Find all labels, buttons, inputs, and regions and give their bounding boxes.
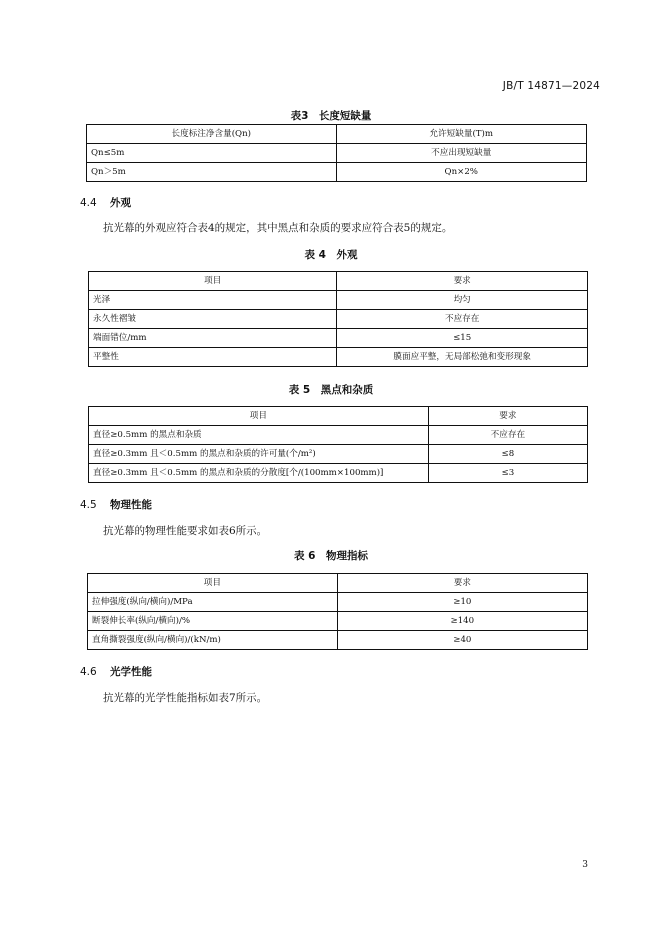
section-number: 4.5 [80,499,97,511]
table5 [88,406,588,483]
table6-caption: 表 6 物理指标 [294,550,368,562]
table-header-row [89,272,588,291]
section-title: 物理性能 [110,499,152,511]
table-cell: 不应存在 [337,310,588,329]
table-row [89,426,588,445]
table-cell: 直角撕裂强度(纵向/横向)/(kN/m) [88,631,338,650]
table-row [89,348,588,367]
table-cell: 直径≥0.3mm 且＜0.5mm 的黑点和杂质的分散度[个/(100mm×100mm)] [89,464,429,483]
table-header-cell: 要求 [337,574,587,593]
table-cell: Qn＞5m [87,163,337,182]
table-header-cell: 要求 [428,407,587,426]
table-row [89,464,588,483]
table3-caption: 表3 长度短缺量 [290,110,372,122]
paragraph-4-6: 抗光幕的光学性能指标如表7所示。 [103,692,268,704]
section-heading-4-4 [80,195,131,210]
table-cell: ≥140 [337,612,587,631]
table-cell: ≥40 [337,631,587,650]
table6 [87,573,588,650]
table4 [88,271,588,367]
table-cell: 不应出现短缺量 [336,144,586,163]
section-number: 4.4 [80,197,97,209]
table-row [87,144,587,163]
table-row [87,163,587,182]
table-header-cell: 长度标注净含量(Qn) [87,125,337,144]
table-cell: ≤15 [337,329,588,348]
table-header-cell: 项目 [88,574,338,593]
section-title: 外观 [110,197,131,209]
table-row [89,329,588,348]
table-cell: 端面错位/mm [89,329,337,348]
table-cell: 平整性 [89,348,337,367]
section-title: 光学性能 [110,666,152,678]
table-row [88,593,588,612]
table-cell: 断裂伸长率(纵向/横向)/% [88,612,338,631]
table-cell: 永久性褶皱 [89,310,337,329]
table-cell: ≤3 [428,464,587,483]
section-number: 4.6 [80,666,97,678]
table-row [89,291,588,310]
table-cell: ≥10 [337,593,587,612]
table-cell: Qn≤5m [87,144,337,163]
table4-caption: 表 4 外观 [304,249,358,261]
table-cell: Qn×2% [336,163,586,182]
table-cell: 均匀 [337,291,588,310]
table-header-cell: 允许短缺量(T)m [336,125,586,144]
table-cell: 光泽 [89,291,337,310]
table3 [86,124,587,182]
table-cell: 直径≥0.3mm 且＜0.5mm 的黑点和杂质的许可量(个/m²) [89,445,429,464]
table-header-cell: 项目 [89,272,337,291]
table-row [88,612,588,631]
table-cell: 拉伸强度(纵向/横向)/MPa [88,593,338,612]
section-heading-4-5 [80,497,152,512]
table5-caption: 表 5 黑点和杂质 [288,384,374,396]
paragraph-4-4: 抗光幕的外观应符合表4的规定，其中黑点和杂质的要求应符合表5的规定。 [103,222,453,234]
table-header-row [88,574,588,593]
table-cell: ≤8 [428,445,587,464]
standard-number: JB/T 14871—2024 [502,80,600,92]
paragraph-4-5: 抗光幕的物理性能要求如表6所示。 [103,525,268,537]
table-cell: 直径≥0.5mm 的黑点和杂质 [89,426,429,445]
table-header-cell: 项目 [89,407,429,426]
page-number: 3 [582,860,588,870]
table-row [89,445,588,464]
table-cell: 膜面应平整，无局部松弛和变形现象 [337,348,588,367]
table-header-row [87,125,587,144]
table-header-cell: 要求 [337,272,588,291]
table-row [88,631,588,650]
table-header-row [89,407,588,426]
table-row [89,310,588,329]
table-cell: 不应存在 [428,426,587,445]
section-heading-4-6 [80,664,152,679]
